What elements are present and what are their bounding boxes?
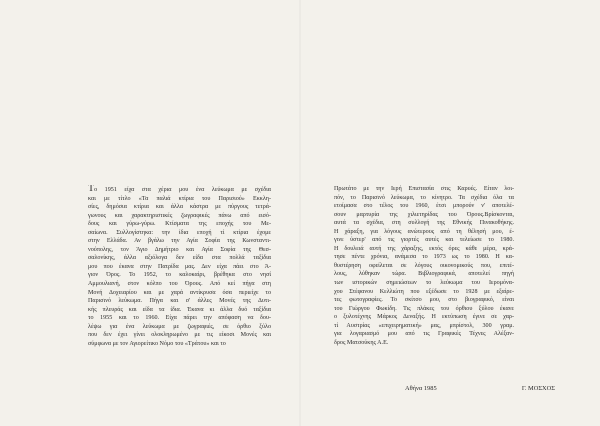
page-fold bbox=[299, 0, 301, 426]
left-text-column bbox=[88, 185, 271, 348]
signature-block bbox=[405, 385, 555, 392]
text-line: Η δουλειά αυτή της χάραξης, εκτός όρες κάθε μέρα, κρά- bbox=[334, 245, 514, 252]
text-line: ετοίμασα στο τέλος του 1960, έτσι μπορούν ν' αποτελέ- bbox=[334, 203, 514, 210]
text-line: σουν μαρτυρία της χιλιετηρίδας του Όρους.Βρίσκονται, bbox=[334, 211, 514, 218]
text-line: τησε πέντε χρόνια, ανάμεσα το 1973 ως το 1980. Η κα- bbox=[334, 254, 514, 261]
text-line: Παρισινό λεύκωμα. Πήγα και σ' άλλες Μονές της Δυτι- bbox=[88, 298, 271, 305]
text-line: σαλονίκης, άλλα αξιόλογα δεν είδα στα πολλά ταξίδια bbox=[88, 255, 271, 262]
place-date: Αθήνα 1985 bbox=[405, 385, 437, 392]
text-line: δρος Ματσούκης Α.Ε. bbox=[334, 339, 389, 346]
text-line: Πρωτάτο με την Ιερή Επιστασία στις Καρυές. Είταν λοι- bbox=[334, 186, 514, 192]
text-line: στην Ελλάδα. Αν βγάλω την Αγία Σοφία της Κωνσταντι- bbox=[88, 238, 271, 245]
text-line: τί Αυστρίας «επιχειρηματική» μας, μπρίστολ, 300 γραμ. bbox=[334, 322, 514, 329]
right-text-column bbox=[334, 185, 514, 347]
text-line: που δεν έχει γίνει ολοκληρωμένο με τις είκοσι Μονές και bbox=[88, 332, 271, 339]
text-line: πόν, το Παρισινό λεύκωμα, το κίνητρο. Τα σχέδια όλα τα bbox=[334, 194, 514, 201]
text-line: σίες, δημόσια κτίρια και άλλα κάστρα με πύργους τετρά- bbox=[88, 204, 271, 211]
text-line: χου Στέφανου Κελλιώτη που εξέδωσε το 1928 με εξαίρε- bbox=[334, 288, 514, 295]
text-line: Μονή Δοχειαρίου και με χαρά αντίκρυσα όσα περιείχε το bbox=[88, 289, 271, 296]
text-line: σύμφωνα με τον Αγιορείτικο Νόμο του «Τράτου» και το bbox=[88, 340, 226, 347]
drop-cap: Τ bbox=[88, 185, 95, 194]
text-line: δους και γύρω-γύρω. Κτίσματα της εποχής του Με- bbox=[88, 221, 271, 228]
text-line: γιον Όρος. Το 1952, το καλοκαίρι, βρέθηκα στο νησί bbox=[88, 272, 271, 279]
text-line: κής πλευράς και είδα τα ίδια. Έκανα κι άλλα δυό ταξίδια bbox=[88, 306, 271, 313]
text-line: νούπολης, τον Άγιο Δημήτριο και Αγία Σοφία της Θεσ- bbox=[88, 246, 271, 253]
text-line: του Γιώργου Φωκίδη. Τις πλάκες του όρθιου ξύλου έκανε bbox=[334, 305, 514, 312]
text-line: σαίωνα. Συλλογίστηκα: την ίδια εποχή τί κτίρια έχομε bbox=[88, 229, 271, 236]
text-line: και με τίτλο «Τα παλιά κτίρια του Παρισιού» Εκκλη- bbox=[88, 195, 271, 202]
text-line: γωνους και χαρακτηριστικές ζωγραφικές πάνω από εισό- bbox=[88, 212, 271, 219]
author-name: Γ. ΜΟΣΧΟΣ bbox=[521, 385, 555, 392]
text-line: Αμμουλιανή, στον κόλπο του Όρους. Από κεί πήγα στη bbox=[88, 281, 271, 288]
text-line: λους, λύθηκαν τώρα. Βιβλιογραφικά, αποτελεί πηγή bbox=[334, 271, 514, 278]
text-line: Η χάραξη, για λόγους ανώτερους από τη θέλησή μου, έ- bbox=[334, 228, 514, 235]
text-line: των ιστορικών σημειώσεων το λεύκωμα του Ιερομόνα- bbox=[334, 280, 514, 287]
text-line: το 1955 και το 1960. Είχα πάρει την απόφαση να δου- bbox=[88, 315, 271, 322]
text-line: μου που έκανα στην Πατρίδα μας. Δεν είχα πάει στο Ά- bbox=[88, 263, 271, 270]
text-line: τες φωτογραφίες. Το σκίτσο μου, στο βιογραφικό, είναι bbox=[334, 297, 514, 304]
text-line bbox=[88, 185, 271, 195]
text-line: θυστέρηση οφείλεται σε λόγους οικονομικούς που, επιτέ- bbox=[334, 262, 514, 269]
text-line: γινε ύστερ' από τις γιορτές αυτές και τελείωσε το 1980. bbox=[334, 237, 514, 244]
text-line: ο ξυλοτέχνης Μάρκος Δεναξής. Η εκτύπωση έγινε σε χαρ- bbox=[334, 314, 514, 321]
text-line: αυτά τα σχέδια, στη συλλογή της Εθνικής Πινακοθήκης. bbox=[334, 220, 514, 227]
text-line: λέψω για ένα λεύκωμα με ζωγραφιές, σε όρθιο ξύλο bbox=[88, 323, 271, 330]
text-line-content: ο 1951 είχα στα χέρια μου ένα λεύκωμα με σχέδια bbox=[94, 187, 271, 193]
text-line: για λογαριασμό μου από τις Γραφικές Τέχνες Αλέξαν- bbox=[334, 331, 514, 338]
